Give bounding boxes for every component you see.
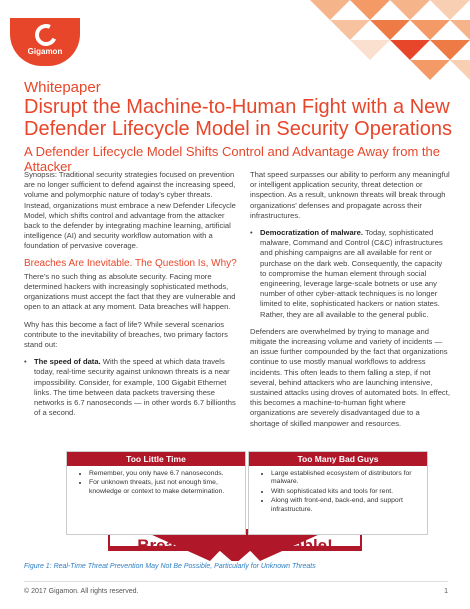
list-item: • Along with front-end, back-end, and support infrastructure. [271, 497, 427, 514]
figure-caption: Figure 1: Real-Time Threat Prevention May Not Be Possible, Particularly for Unknown Threats [24, 563, 316, 570]
panel-title: Too Many Bad Guys [249, 452, 427, 466]
list-item: • Remember, you only have 6.7 nanoseconds. [89, 470, 245, 478]
list-item: • For unknown threats, just not enough time, knowledge or context to make determination. [89, 479, 245, 496]
page-title: Disrupt the Machine-to-Human Fight with a New Defender Lifecycle Model in Security Operations [24, 96, 452, 140]
page-subtitle: A Defender Lifecycle Model Shifts Control and Advantage Away from the Attacker [24, 144, 440, 174]
footer-divider [24, 581, 448, 582]
gigamon-logo [10, 18, 80, 66]
logo-wordmark: Gigamon [27, 47, 63, 56]
right-column [250, 170, 450, 436]
body-paragraph: Defenders are overwhelmed by trying to manage and mitigate the increasing volume and variety of incidents — an issue further compounded by the fact that organizations continue to use mostly manual workflows to address incidents. This often leads to them falling a step, if not several, behind attackers who are launching intensive, sustained attacks using droves of automated bots. In effect, this becomes a machine-to-human fight where organizations are severely disadvantaged due to a shortage of skilled manpower and resources. [250, 326, 450, 428]
panel-list [249, 470, 427, 514]
figure-panel-too-little-time [66, 451, 246, 535]
bullet-lead: The speed of data. [34, 357, 101, 367]
body-paragraph: There’s no such thing as absolute security. Facing more determined hackers with increasingly sophisticated methods, organizations must accept the fact that they are vulnerable and open to an attack at any moment. Data breaches will happen. [24, 271, 236, 312]
bullet-lead: Democratization of malware. [260, 228, 363, 238]
body-paragraph: That speed surpasses our ability to perform any meaningful or intelligent application security, threat detection or inspection. As a result, unknown threats will break through organizations’ defenses and propagate across their infrastructures. [250, 170, 450, 220]
document-type: Whitepaper [24, 79, 101, 96]
decorative-corner-graphic [270, 0, 470, 80]
section-heading: Breaches Are Inevitable. The Question Is, Why? [24, 257, 237, 269]
figure-panel-too-many-bad-guys [248, 451, 428, 535]
page-number: 1 [444, 588, 448, 595]
body-paragraph: Why has this become a fact of life? While several scenarios contribute to the inevitability of breaches, two primary factors stand out: [24, 319, 228, 350]
figure-conclusion: Breaches are inevitable! [137, 536, 333, 555]
panel-list [67, 470, 245, 496]
synopsis-paragraph: Synopsis: Traditional security strategies focused on prevention are no longer sufficient to defend against the increasing speed, volume and polymorphic nature of today’s cyber threats. Instead, organizations must embrace a new Defender Lifecycle Model, which shifts control and advantage from the attacker back to the defender by integrating machine learning, artificial intelligence (AI) and security workflow automation with a foundation of pervasive coverage. [24, 170, 236, 251]
list-item: • With sophisticated kits and tools for rent. [271, 488, 427, 496]
bullet-text: With the speed at which data travels today, real-time security against unknown threats is a near impossibility. Consider, for example, 100 Gigabit Ethernet links. The time between data packets traversing these networks is 6.7 nanoseconds — in other words 6.7 billionths of a second. [34, 357, 236, 418]
left-column [24, 170, 239, 425]
panel-title: Too Little Time [67, 452, 245, 466]
list-item: • Large established ecosystem of distributors for malware. [271, 470, 427, 487]
copyright-notice: © 2017 Gigamon. All rights reserved. [24, 588, 139, 595]
bullet-text: Today, sophisticated malware, Command and Control (C&C) infrastructures and phishing campaigns are all available for rent or purchase on the dark web. Consequently, the capacity to compromise the human element through social engineering, leverage large-scale botnets or use any number of other cyber-attack techniques is no longer limited to elite, sophisticated hackers or nation states. Rather, they are all available to the general public. [260, 228, 443, 319]
list-item [24, 357, 239, 418]
list-item [250, 228, 450, 320]
logo-mark-icon [32, 21, 60, 49]
